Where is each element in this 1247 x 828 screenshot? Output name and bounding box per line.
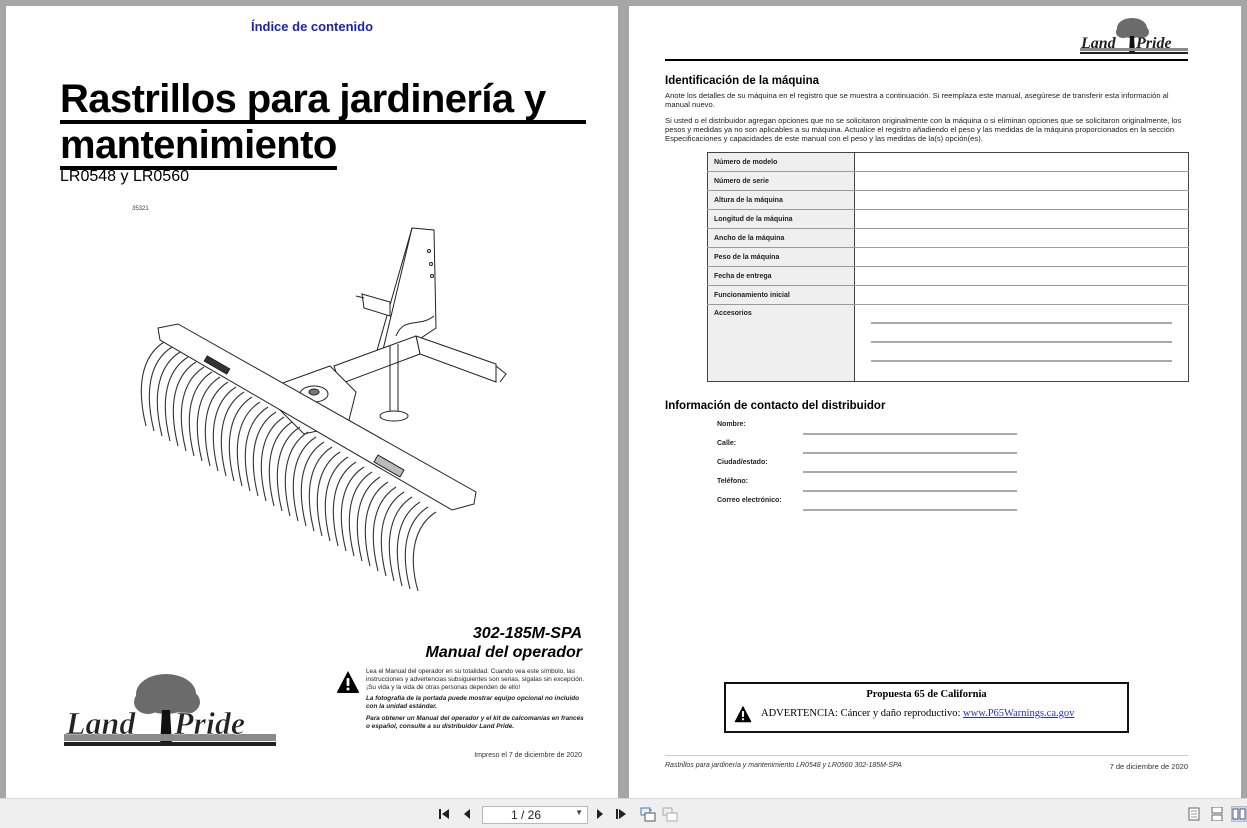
next-view-icon [662,806,678,822]
write-line [871,341,1172,343]
row-label: Fecha de entrega [708,267,855,286]
width-field[interactable] [855,229,1189,248]
two-page-view-button[interactable] [1231,806,1247,822]
title-line-1: Rastrillos para jardinería y [60,78,586,124]
field-label: Nombre: [717,421,746,428]
first-page-icon [438,808,452,820]
page-1-cover [6,6,618,798]
figure-number: 35321 [132,206,149,212]
continuous-icon [1211,807,1223,821]
cover-title [60,78,590,170]
row-label: Altura de la máquina [708,191,855,210]
row-label: Longitud de la máquina [708,210,855,229]
svg-text:Land: Land [66,705,136,741]
field-label: Calle: [717,440,737,447]
field-label: Ciudad/estado: [717,459,768,466]
table-row [708,286,1189,305]
height-field[interactable] [855,191,1189,210]
table-row [708,153,1189,172]
table-row [708,305,1189,382]
svg-text:Land: Land [1081,35,1116,52]
previous-view-icon [640,806,656,822]
land-pride-logo-small [1079,16,1189,58]
delivery-date-field[interactable] [855,267,1189,286]
write-line [803,509,1017,511]
dealer-name-row[interactable] [717,420,1027,439]
dealer-contact-form [717,420,1027,515]
next-page-icon [595,808,605,820]
toc-link[interactable]: Índice de contenido [250,19,374,34]
manual-kit-note: Para obtener un Manual del operador y el kit de calcomanías en francés o español, consulte a su distribuidor Land Pride. [366,714,584,730]
prop65-title: Propuesta 65 de California [866,689,987,700]
warning-triangle-icon [336,670,360,694]
warning-triangle-icon [734,705,752,723]
row-label: Número de modelo [708,153,855,172]
table-row [708,267,1189,286]
machine-id-paragraph-1: Anote los detalles de su máquina en el registro que se muestra a continuación. Si reemplaza este manual, asegúrese de transferir esta información al manual nuevo. [665,91,1169,110]
row-label: Peso de la máquina [708,248,855,267]
machine-id-title: Identificación de la máquina [665,75,820,87]
weight-field[interactable] [855,248,1189,267]
model-number-field[interactable] [855,153,1189,172]
field-label: Teléfono: [717,478,748,485]
write-line [803,433,1017,435]
model-numbers: LR0548 y LR0560 [60,168,189,185]
table-row [708,210,1189,229]
row-label: Ancho de la máquina [708,229,855,248]
footer-date: 7 de diciembre de 2020 [1109,762,1188,771]
row-label: Número de serie [708,172,855,191]
title-line-2: mantenimiento [60,124,337,170]
cover-photo-note: La fotografía de la portada puede mostrar equipo opcional no incluido con la unidad estándar. [366,695,580,711]
field-label: Correo electrónico: [717,497,782,504]
previous-page-button[interactable] [459,806,475,822]
chevron-down-icon: ▼ [575,808,583,817]
table-row [708,172,1189,191]
dealer-street-row[interactable] [717,439,1027,458]
document-number: 302-185M-SPA [472,625,582,642]
pdf-navigation-toolbar [0,798,1247,828]
accessories-lines [855,310,1188,380]
first-operation-field[interactable] [855,286,1189,305]
row-label: Funcionamiento inicial [708,286,855,305]
machine-id-table [707,152,1189,382]
last-page-button[interactable] [614,806,630,822]
write-line [871,360,1172,362]
svg-text:Pride: Pride [174,705,246,741]
serial-number-field[interactable] [855,172,1189,191]
length-field[interactable] [855,210,1189,229]
page-number-select[interactable] [482,806,588,824]
first-page-button[interactable] [437,806,453,822]
dealer-phone-row[interactable] [717,477,1027,496]
write-line [803,452,1017,454]
prop65-message [761,708,1074,719]
accessories-field[interactable] [855,305,1189,382]
svg-text:Pride: Pride [1136,35,1172,52]
last-page-icon [615,808,629,820]
prop65-link[interactable]: www.P65Warnings.ca.gov [963,708,1075,719]
rake-illustration [134,216,514,596]
continuous-view-button[interactable] [1209,806,1225,822]
write-line [871,322,1172,324]
warning-text [366,668,586,731]
dealer-contact-title: Información de contacto del distribuidor [665,400,886,412]
prop65-warning-text: ADVERTENCIA: Cáncer y daño reproductivo: [761,708,964,719]
safety-warning-block [336,668,586,735]
write-line [803,471,1017,473]
next-page-button[interactable] [592,806,608,822]
two-page-icon [1232,808,1246,820]
row-label: Accesorios [708,305,855,382]
document-number-block [426,624,582,662]
warning-paragraph: Lea el Manual del operador en su totalidad. Cuando vea este símbolo, las instrucciones y advertencias subsiguientes son serias, sígalas sin excepción. ¡Su vida y la vida de otras personas dependen de ello! [366,668,585,691]
machine-id-paragraph-2: Si usted o el distribuidor agregan opciones que no se solicitaron originalmente con la máquina o si eliminan opciones que se solicitaron originalmente, los pesos y medidas ya no son aplicables a su máquina. Actualice el registro añadiendo el peso y las medidas de la máquina proporcionados en la sección Especificaciones y capacidades de este manual con el peso y las medidas de la(s) opción(es). [665,116,1182,144]
printed-date: Impreso el 7 de diciembre de 2020 [474,752,582,759]
previous-view-button[interactable] [640,806,656,822]
prev-page-icon [462,808,472,820]
footer-doc-title: Rastrillos para jardinería y mantenimiento LR0548 y LR0560 302-185M-SPA [665,762,902,769]
document-type: Manual del operador [425,644,582,661]
page-2-identification [629,6,1241,798]
dealer-city-row[interactable] [717,458,1027,477]
table-row [708,191,1189,210]
page-number-value: 1 / 26 [510,808,542,822]
single-page-view-button[interactable] [1186,806,1202,822]
next-view-button[interactable] [662,806,678,822]
dealer-email-row[interactable] [717,496,1027,515]
table-row [708,248,1189,267]
land-pride-logo [62,672,278,758]
write-line [803,490,1017,492]
single-page-icon [1188,807,1200,821]
table-row [708,229,1189,248]
footer-rule [665,755,1188,756]
header-rule [665,59,1188,61]
prop65-warning-box [724,682,1129,733]
